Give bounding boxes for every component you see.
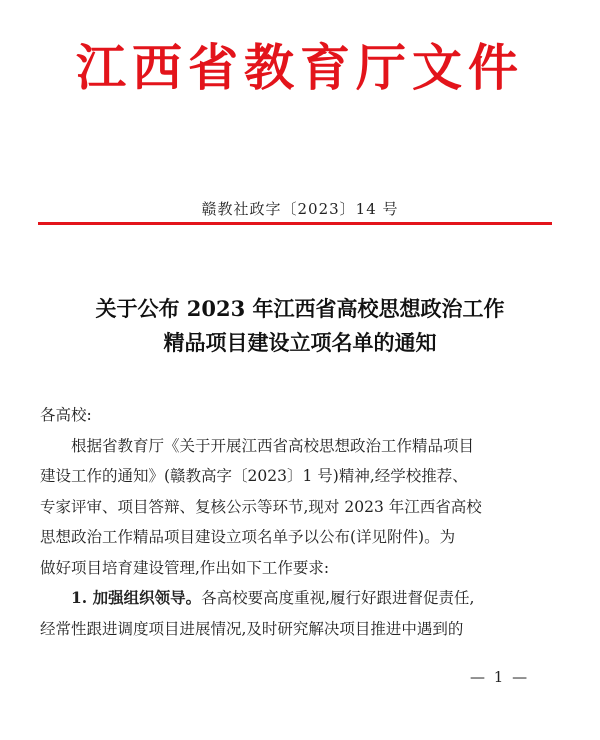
notice-title-line-2: 精品项目建设立项名单的通知 (163, 330, 437, 355)
requirement-1-text: 各高校要高度重视,履行好跟进督促责任, (201, 589, 475, 607)
notice-title (0, 292, 600, 360)
masthead-title: 江西省教育厅文件 (76, 39, 524, 97)
paragraph-line: 建设工作的通知》(赣教高字〔2023〕1 号)精神,经学校推荐、 (40, 467, 468, 485)
requirement-1-line-2: 经常性跟进调度项目进展情况,及时研究解决项目推进中遇到的 (40, 619, 464, 638)
red-separator-line (38, 222, 552, 225)
paragraph-line: 思想政治工作精品项目建设立项名单予以公布(详见附件)。为 (40, 528, 456, 546)
requirement-1-title: 1. 加强组织领导。 (71, 588, 202, 607)
notice-title-line-1: 关于公布 2023 年江西省高校思想政治工作 (95, 296, 505, 321)
paragraph-line: 根据省教育厅《关于开展江西省高校思想政治工作精品项目 (71, 436, 475, 455)
page-number: — 1 — (470, 668, 530, 686)
requirement-1-line-1 (40, 583, 560, 614)
paragraph-line: 做好项目培育建设管理,作出如下工作要求: (40, 558, 330, 577)
document-number: 赣教社政字〔2023〕14 号 (201, 200, 399, 218)
paragraph-line: 专家评审、项目答辩、复核公示等环节,现对 2023 年江西省高校 (40, 497, 482, 516)
notice-body (40, 400, 560, 644)
salutation: 各高校: (40, 406, 92, 424)
